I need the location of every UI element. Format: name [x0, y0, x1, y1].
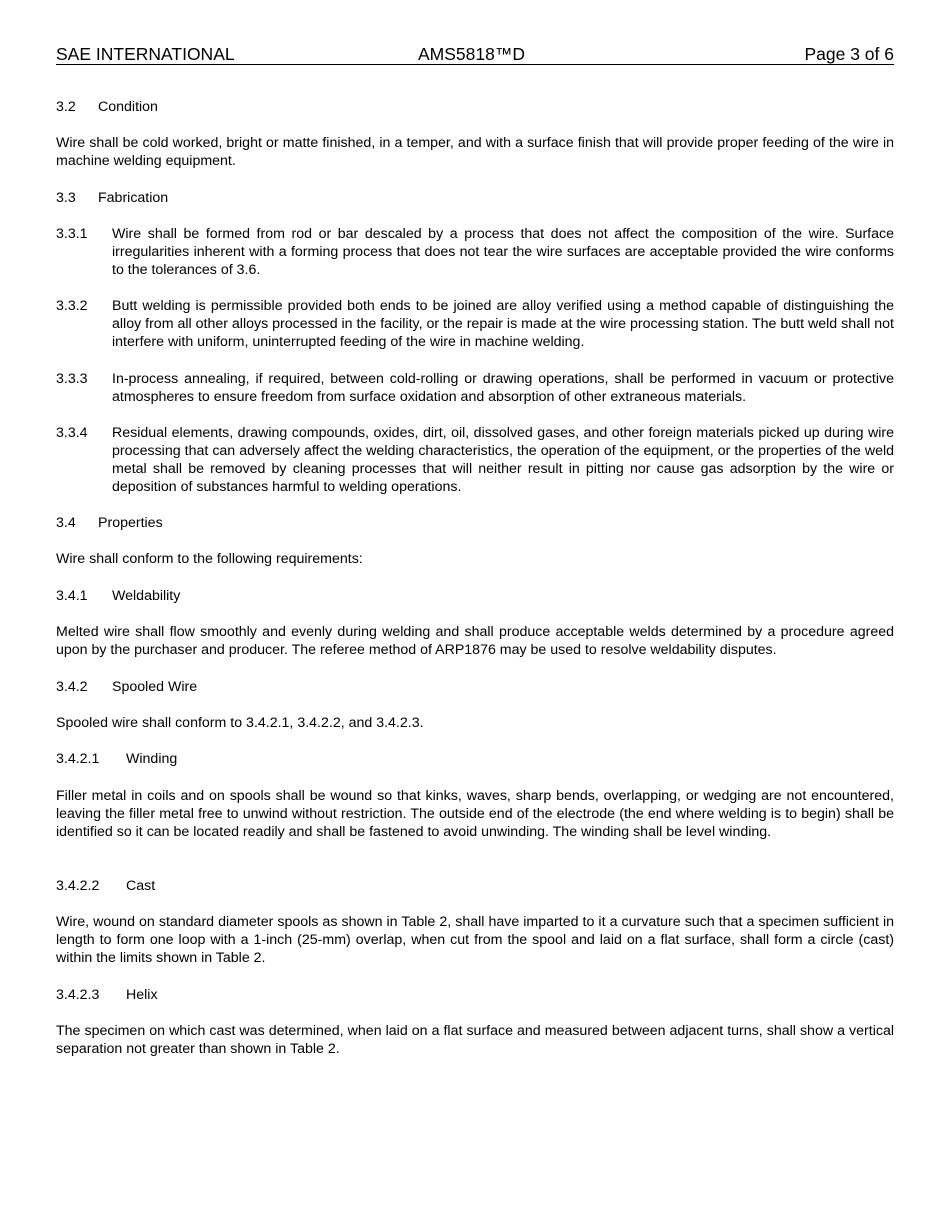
heading-number: 3.4.2.2: [56, 878, 100, 894]
paragraph-3-4-1: Melted wire shall flow smoothly and evenly during welding and shall produce acceptable welds determined by a procedure agreed upon by the purchaser and producer. The referee method of ARP1876 may be used to resolve weldability disputes.: [56, 624, 894, 658]
heading-3-4-2: [56, 678, 197, 696]
heading-3-3: [56, 189, 168, 207]
heading-title: Winding: [126, 751, 178, 767]
heading-3-4: [56, 514, 163, 532]
heading-title: Fabrication: [98, 190, 169, 206]
heading-number: 3.4.2.3: [56, 987, 100, 1003]
item-text: Butt welding is permissible provided both ends to be joined are alloy verified using a method capable of distinguishing the alloy from all other alloys processed in the facility, or the repair is made at the wire processing station. The butt weld shall not interfere with uniform, uninterrupted feeding of the wire in machine welding.: [112, 298, 894, 350]
heading-number: 3.4.2.1: [56, 751, 100, 767]
item-number: 3.3.4: [56, 425, 88, 441]
item-number: 3.3.3: [56, 371, 88, 387]
heading-number: 3.4: [56, 515, 76, 531]
paragraph-3-4-2: Spooled wire shall conform to 3.4.2.1, 3.4.2.2, and 3.4.2.3.: [56, 715, 424, 731]
header-page-number: Page 3 of 6: [804, 44, 894, 64]
heading-3-4-2-3: [56, 986, 158, 1004]
heading-3-4-1: [56, 587, 180, 605]
paragraph-3-4: Wire shall conform to the following requirements:: [56, 551, 363, 567]
heading-number: 3.3: [56, 190, 76, 206]
heading-3-2: [56, 98, 158, 116]
paragraph-3-4-2-2: Wire, wound on standard diameter spools as shown in Table 2, shall have imparted to it a curvature such that a specimen sufficient in length to form one loop with a 1-inch (25-mm) overlap, when cut from the spool and laid on a flat surface, shall form a circle (cast) within the limits shown in Table 2.: [56, 914, 894, 966]
item-number: 3.3.1: [56, 226, 88, 242]
item-text: Wire shall be formed from rod or bar descaled by a process that does not affect the composition of the wire. Surface irregularities inherent with a forming process that does not tear the wire surfaces are acceptable provided the wire conforms to the tolerances of 3.6.: [112, 226, 894, 278]
heading-title: Properties: [98, 515, 163, 531]
paragraph-3-2: Wire shall be cold worked, bright or matte finished, in a temper, and with a surface finish that will provide proper feeding of the wire in machine welding equipment.: [56, 135, 894, 169]
heading-title: Helix: [126, 987, 158, 1003]
heading-title: Weldability: [112, 588, 181, 604]
heading-number: 3.2: [56, 99, 76, 115]
heading-3-4-2-1: [56, 750, 177, 768]
header-doc-id: AMS5818™D: [418, 44, 525, 64]
heading-number: 3.4.2: [56, 679, 88, 695]
header-org: SAE INTERNATIONAL: [56, 44, 235, 64]
item-text: Residual elements, drawing compounds, oxides, dirt, oil, dissolved gases, and other foreign materials picked up during wire processing that can adversely affect the welding characteristics, the operation of the equipment, or the properties of the weld metal shall be removed by cleaning processes that will neither result in pitting nor cause gas adsorption by the wire or deposition of substances harmful to welding operations.: [112, 425, 894, 495]
item-number: 3.3.2: [56, 298, 88, 314]
heading-title: Condition: [98, 99, 158, 115]
paragraph-3-4-2-3: The specimen on which cast was determined, when laid on a flat surface and measured between adjacent turns, shall show a vertical separation not greater than shown in Table 2.: [56, 1023, 894, 1057]
heading-title: Cast: [126, 878, 156, 894]
heading-3-4-2-2: [56, 877, 155, 895]
page-header: [56, 44, 894, 65]
heading-number: 3.4.1: [56, 588, 88, 604]
paragraph-3-4-2-1: Filler metal in coils and on spools shall be wound so that kinks, waves, sharp bends, overlapping, or wedging are not encountered, leaving the filler metal free to unwind without restriction. The outside end of the electrode (the end where welding is to begin) shall be identified so it can be located readily and shall be fastened to avoid unwinding. The winding shall be level winding.: [56, 788, 894, 840]
item-text: In-process annealing, if required, between cold-rolling or drawing operations, shall be performed in vacuum or protective atmospheres to ensure freedom from surface oxidation and absorption of other extraneous materials.: [112, 371, 894, 405]
heading-title: Spooled Wire: [112, 679, 198, 695]
